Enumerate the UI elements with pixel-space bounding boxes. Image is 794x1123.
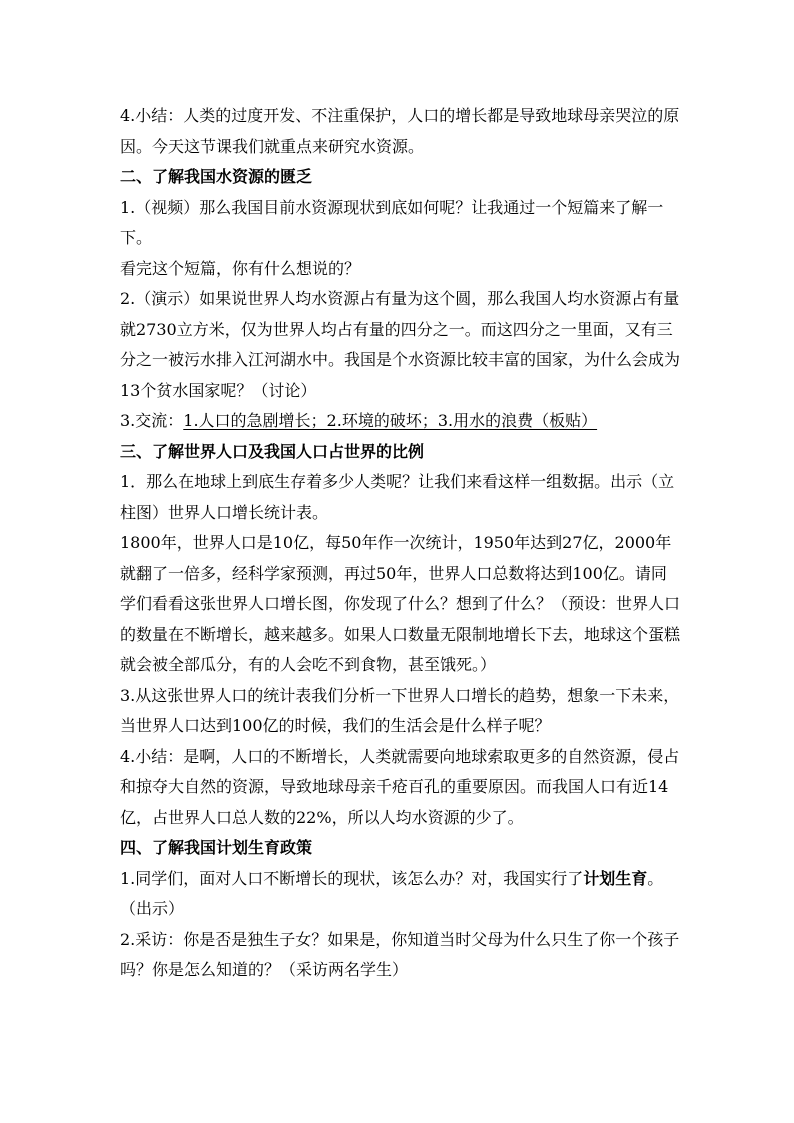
exchange-underlined-text: 1.人口的急剧增长；2.环境的破坏；3.用水的浪费（板贴） xyxy=(183,411,598,430)
family-planning-suffix: 。（出示） xyxy=(120,868,664,918)
paragraph-population-data: 1800年，世界人口是10亿，每50年作一次统计，1950年达到27亿，2000年就翻了一倍多，经科学家预测，再过50年，世界人口总数将达到100亿。请同学们看看这张世界人口增长图，你发现了什么？想到了什么？（预设：世界人口的数量在不断增长，越来越多。如果人口数量无限制地增长下去，地球这个蛋糕就会被全部瓜分，有的人会吃不到食物，甚至饿死。） xyxy=(120,533,681,674)
paragraph-summary-1: 4.小结：人类的过度开发、不注重保护，人口的增长都是导致地球母亲哭泣的原因。今天这节课我们就重点来研究水资源。 xyxy=(120,106,680,156)
exchange-prefix: 3.交流： xyxy=(120,411,184,430)
family-planning-bold: 计划生育 xyxy=(583,868,648,888)
section-heading-2: 二、了解我国水资源的匮乏 xyxy=(120,167,313,186)
family-planning-prefix: 1.同学们，面对人口不断增长的现状，该怎么办？对，我国实行了 xyxy=(120,868,584,888)
paragraph-video: 1.（视频）那么我国目前水资源现状到底如何呢？让我通过一个短篇来了解一下。 xyxy=(120,197,664,247)
paragraph-population-trend: 3.从这张世界人口的统计表我们分析一下世界人口增长的趋势，想象一下未来，当世界人口达到100亿的时候，我们的生活会是什么样子呢？ xyxy=(120,685,680,735)
paragraph-question: 看完这个短篇，你有什么想说的？ xyxy=(120,258,361,278)
paragraph-family-planning xyxy=(120,864,680,925)
section-heading-4: 四、了解我国计划生育政策 xyxy=(120,838,313,857)
paragraph-interview: 2.采访：你是否是独生子女？如果是，你知道当时父母为什么只生了你一个孩子吗？你是怎么知道的？（采访两名学生） xyxy=(120,929,680,979)
section-heading-3: 三、了解世界人口及我国人口占世界的比例 xyxy=(120,441,425,461)
paragraph-population-intro: 1．那么在地球上到底生存着多少人类呢？让我们来看这样一组数据。出示（立柱图）世界人口增长统计表。 xyxy=(120,472,675,522)
document-body xyxy=(120,101,680,986)
paragraph-exchange xyxy=(120,406,680,437)
paragraph-demo: 2.（演示）如果说世界人均水资源占有量为这个圆，那么我国人均水资源占有量就2730立方米，仅为世界人均占有量的四分之一。而这四分之一里面，又有三分之一被污水排入江河湖水中。我国是个水资源比较丰富的国家，为什么会成为13个贫水国家呢？（讨论） xyxy=(120,289,681,400)
paragraph-summary-4: 4.小结：是啊，人口的不断增长，人类就需要向地球索取更多的自然资源，侵占和掠夺大自然的资源，导致地球母亲千疮百孔的重要原因。而我国人口有近14亿，占世界人口总人数的22%，所以人均水资源的少了。 xyxy=(120,746,680,827)
